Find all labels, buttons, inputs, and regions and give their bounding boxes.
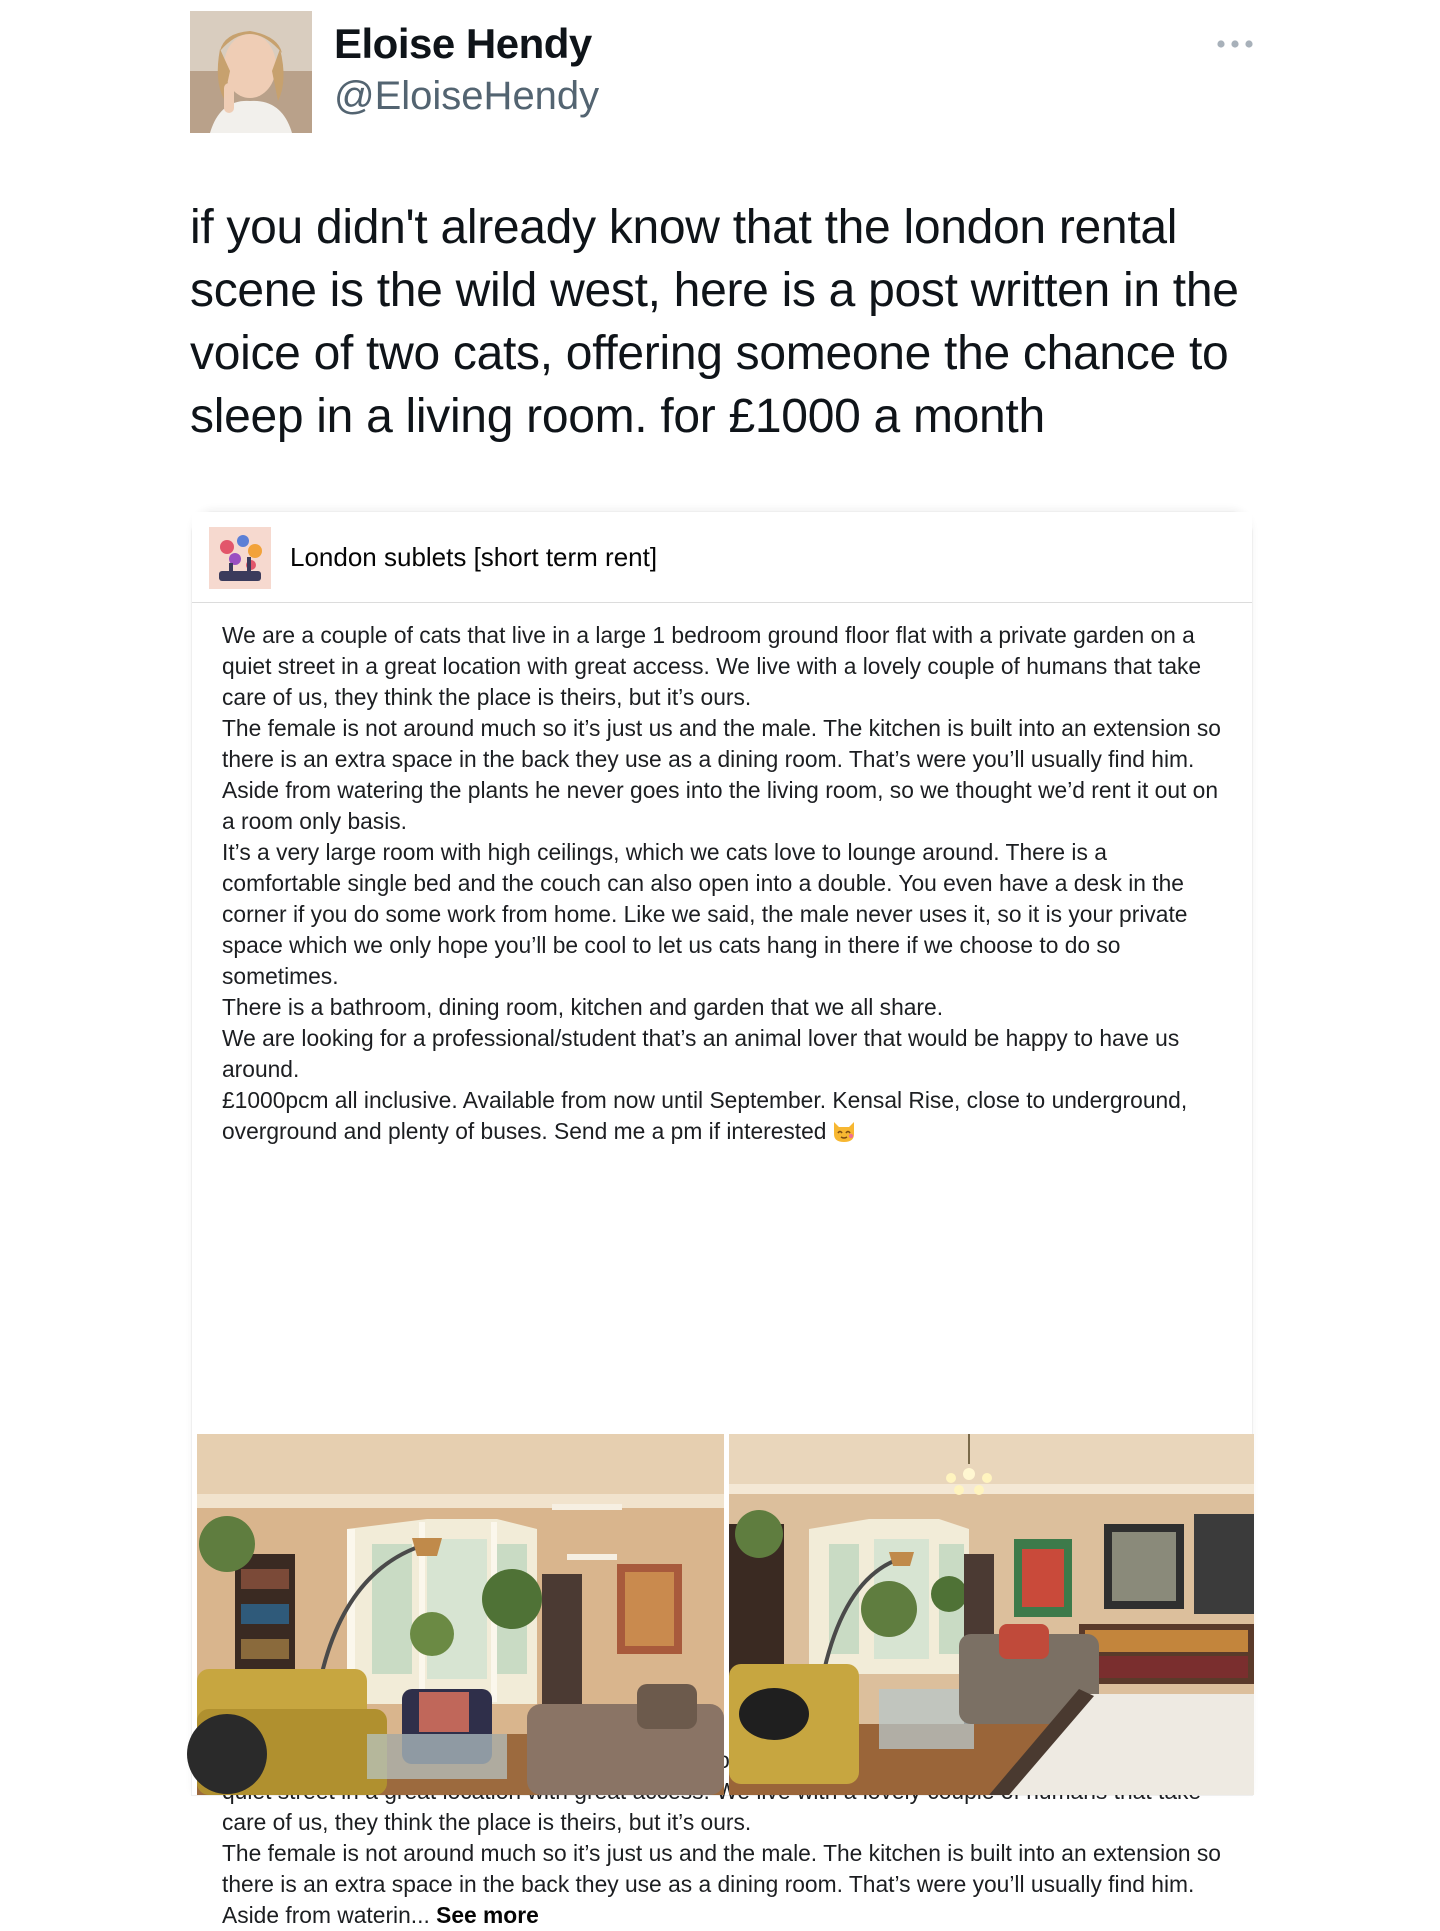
listing-desc-paragraph: care of us, they think the place is theirs, but it’s ours. <box>222 1809 752 1835</box>
listing-desc-text: The female is not around much so it’s just us and the male. The kitchen is built into an extension so there is an extra space in the back they use as a dining room. That’s were you’ll usually find him. Aside from waterin... <box>222 1840 1221 1928</box>
see-more-link[interactable]: See more <box>436 1902 539 1928</box>
group-avatar-icon <box>209 527 271 589</box>
post-paragraph: There is a bathroom, dining room, kitchen and garden that we all share. <box>222 994 944 1020</box>
post-paragraph: It’s a very large room with high ceilings, which we cats love to lounge around. There is a comfortable single bed and the couch can also open into a double. You even have a desk in the corner if you do some work from home. Like we said, the male never uses it, so it is your private space which we only hope you’ll be cool to let us cats hang in there if we choose to do so sometimes. <box>222 839 1188 989</box>
post-paragraph-last <box>222 1085 1232 1147</box>
smiling-cat-emoji-icon <box>831 1118 857 1144</box>
post-paragraph: We are a couple of cats that live in a large 1 bedroom ground floor flat with a private garden on a quiet street in a great location with great access. We live with a lovely couple of humans that take care of us, they think the place is theirs, but it’s ours. <box>222 622 1202 710</box>
more-horizontal-icon[interactable] <box>1216 34 1254 54</box>
listing-photo-living-room-1[interactable] <box>197 1434 724 1795</box>
post-paragraph: The female is not around much so it’s just us and the male. The kitchen is built into an extension so there is an extra space in the back they use as a dining room. That’s were you’ll usually find him. Aside from watering the plants he never goes into the living room, so we thought we’d rent it out on a room only basis. <box>222 715 1221 834</box>
post-paragraph: We are looking for a professional/student that’s an animal lover that would be happy to have us around. <box>222 1025 1180 1082</box>
post-paragraph-text: £1000pcm all inclusive. Available from now until September. Kensal Rise, close to underground, overground and plenty of buses. Send me a pm if interested <box>222 1087 1188 1144</box>
group-name[interactable]: London sublets [short term rent] <box>290 542 658 572</box>
author-avatar[interactable] <box>190 11 312 133</box>
listing-photo-living-room-2[interactable] <box>729 1434 1254 1795</box>
listing-desc-paragraph-truncated <box>222 1838 1232 1931</box>
author-name[interactable]: Eloise Hendy <box>334 20 592 67</box>
tweet-text: if you didn't already know that the london rental scene is the wild west, here is a post written in the voice of two cats, offering someone the chance to sleep in a living room. for £1000 a month <box>190 201 1239 443</box>
author-handle[interactable]: @EloiseHendy <box>334 74 600 118</box>
post-body <box>222 620 1232 1147</box>
group-header[interactable] <box>192 512 1252 603</box>
